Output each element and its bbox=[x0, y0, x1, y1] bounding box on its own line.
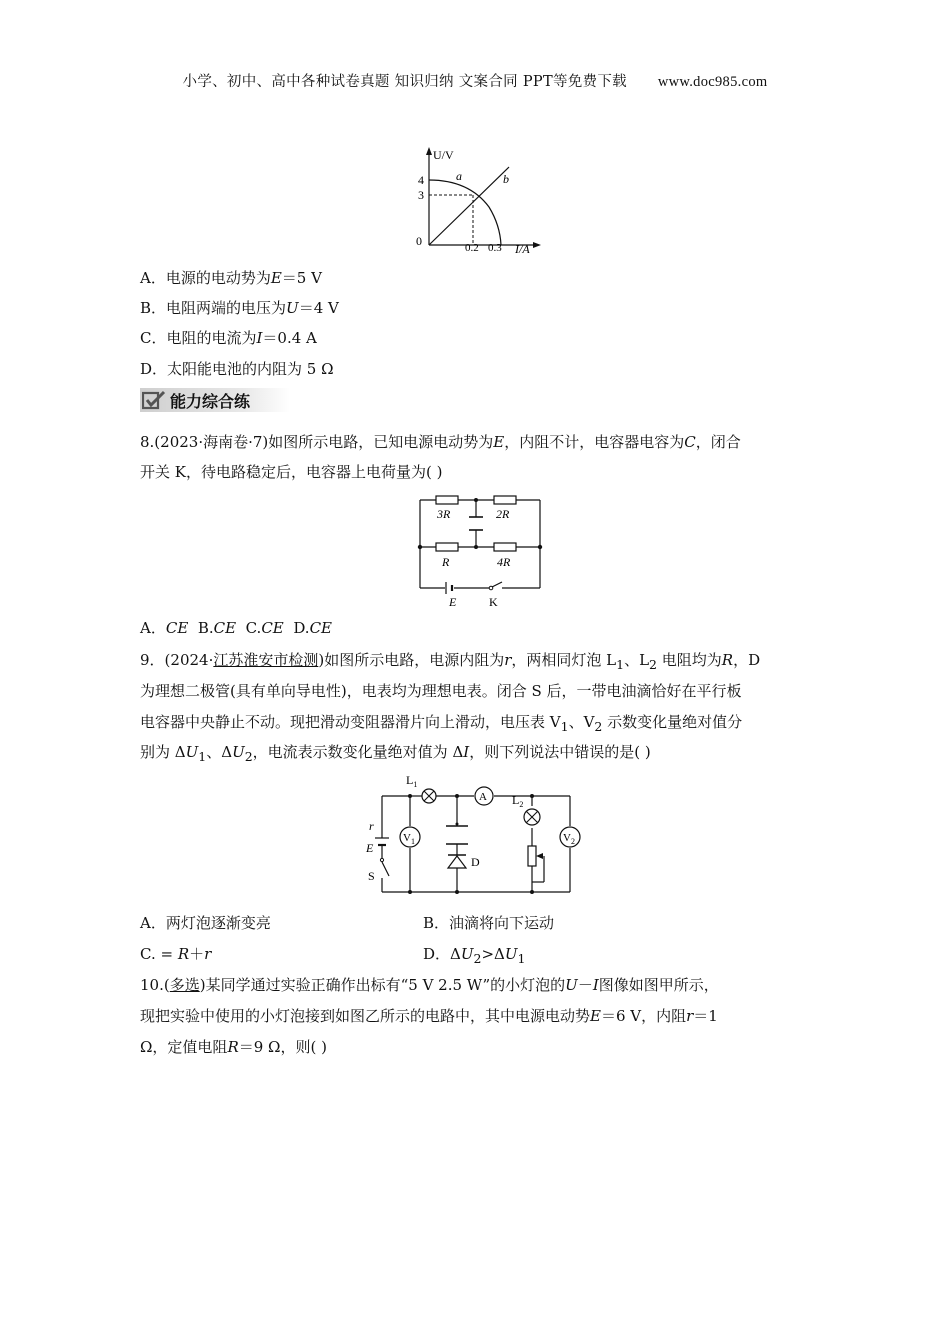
q9-opt-c-pre: C. = bbox=[140, 945, 178, 963]
q7-option-d-text: D．太阳能电池的内阻为 5 Ω bbox=[140, 360, 334, 378]
q9-t2: 为理想二极管(具有单向导电性)，电表均为理想电表。闭合 S 后，一带电油滴恰好在平行板 bbox=[140, 682, 742, 700]
q8-opt-a-label: A． bbox=[140, 619, 166, 637]
q9-opt-d-s1: 1 bbox=[517, 951, 526, 966]
q9-t4a: 别为 Δ bbox=[140, 743, 186, 761]
q9-t4s2: 2 bbox=[244, 749, 253, 764]
junction-4 bbox=[455, 890, 459, 894]
l2-label: $L_2$ bbox=[512, 793, 524, 809]
q8-var-e: E bbox=[493, 433, 505, 451]
header-text: 小学、初中、高中各种试卷真题 知识归纳 文案合同 PPT等免费下载 bbox=[182, 74, 627, 90]
ammeter-label: A bbox=[479, 791, 487, 803]
q7-option-c-value: ＝0.4 A bbox=[262, 329, 317, 347]
q8-text-line2: 开关 K，待电路稳定后，电容器上电荷量为( ) bbox=[140, 463, 443, 481]
y-tick-3: 3 bbox=[418, 188, 424, 202]
line-b bbox=[429, 167, 509, 245]
q8-text-b: ，内阻不计，电容器电容为 bbox=[504, 433, 685, 451]
q9-sub2: 2 bbox=[649, 657, 657, 672]
q10-t1c: 图像如图甲所示， bbox=[598, 976, 719, 994]
q9-source: 江苏淮安市检测 bbox=[213, 651, 319, 669]
q8-opt-c: CE bbox=[261, 619, 284, 637]
q10-t1a: 10.( bbox=[140, 976, 170, 994]
header-site-link[interactable]: www.doc985.com bbox=[657, 74, 768, 90]
q9-t1b: )如图所示电路，电源内阻为 bbox=[318, 651, 505, 669]
junction-1 bbox=[408, 794, 412, 798]
l1-label: $L_1$ bbox=[406, 773, 418, 789]
q10-minus: － bbox=[577, 976, 593, 994]
q9-opt-a-text: A．两灯泡逐渐变亮 bbox=[140, 914, 271, 932]
q8-opt-c-label: C. bbox=[245, 619, 262, 637]
q9-option-b bbox=[423, 913, 554, 933]
q9-t1e: 电阻均为 bbox=[657, 651, 722, 669]
label-r: R bbox=[442, 555, 450, 569]
q7-option-c-var: I bbox=[256, 329, 263, 347]
q7-option-a-value: ＝5 V bbox=[281, 269, 322, 287]
s-label: S bbox=[368, 869, 375, 883]
q9-opt-b-text: B．油滴将向下运动 bbox=[423, 914, 555, 932]
q9-t4b: 、Δ bbox=[206, 743, 233, 761]
q10-t3a: Ω，定值电阻 bbox=[140, 1038, 228, 1056]
rheostat-slider-arrow bbox=[536, 853, 543, 859]
switch-lever bbox=[492, 582, 502, 587]
q10-t2b: ＝6 V，内阻 bbox=[600, 1007, 687, 1025]
junction-top bbox=[474, 498, 478, 502]
label-e: E bbox=[449, 595, 457, 609]
resistor-4r bbox=[494, 543, 516, 551]
e-label: E bbox=[366, 841, 374, 855]
q9-sub1: 1 bbox=[616, 657, 625, 672]
q9-t3c: 示数变化量绝对值分 bbox=[602, 713, 743, 731]
q9-t4u2: U bbox=[232, 743, 245, 761]
q7-option-b bbox=[140, 298, 339, 318]
q9-t1d: 、L bbox=[624, 651, 650, 669]
label-3r: 3R bbox=[437, 507, 451, 521]
q9-opt-d-pre: D．Δ bbox=[423, 945, 461, 963]
q10-t1b: )某同学通过实验正确作出标有“5 V 2.5 W”的小灯泡的 bbox=[199, 976, 566, 994]
y-tick-4: 4 bbox=[418, 173, 424, 187]
rheostat bbox=[528, 846, 536, 866]
q10-line-2 bbox=[140, 1006, 718, 1026]
q9-opt-c-plus: ＋ bbox=[189, 945, 205, 963]
resistor-3r bbox=[436, 496, 458, 504]
q10-var-e: E bbox=[590, 1007, 601, 1025]
curve-a-label: a bbox=[456, 169, 462, 183]
q9-t3a: 电容器中央静止不动。现把滑动变阻器滑片向上滑动，电压表 V bbox=[140, 713, 561, 731]
q8-opt-d-label: D. bbox=[293, 619, 310, 637]
q9-option-d bbox=[423, 944, 525, 969]
q10-t3b: ＝9 Ω，则( ) bbox=[238, 1038, 327, 1056]
q9-opt-d-s2: 2 bbox=[473, 951, 482, 966]
q9-line-3 bbox=[140, 712, 742, 737]
q9-opt-c-r: r bbox=[204, 945, 212, 963]
q9-var-r: r bbox=[504, 651, 512, 669]
junction-right bbox=[538, 545, 542, 549]
q7-option-c bbox=[140, 328, 317, 348]
q10-t2c: ＝1 bbox=[693, 1007, 718, 1025]
junction-2 bbox=[408, 890, 412, 894]
q8-options bbox=[140, 618, 332, 638]
q10-var-i: I bbox=[592, 976, 599, 994]
q10-var-R: R bbox=[227, 1038, 239, 1056]
q9-t1c: ，两相同灯泡 L bbox=[511, 651, 617, 669]
q8-text-a: 8.(2023·海南卷·7)如图所示电路，已知电源电动势为 bbox=[140, 433, 494, 451]
q10-line-1 bbox=[140, 975, 719, 995]
q9-line-2 bbox=[140, 681, 742, 701]
junction-left bbox=[418, 545, 422, 549]
resistor-r bbox=[436, 543, 458, 551]
q9-option-a bbox=[140, 913, 271, 933]
switch-contact bbox=[380, 858, 383, 861]
q9-t4u1: U bbox=[185, 743, 199, 761]
label-4r: 4R bbox=[497, 555, 511, 569]
resistor-2r bbox=[494, 496, 516, 504]
label-k: K bbox=[489, 595, 498, 609]
q9-var-R: R bbox=[721, 651, 734, 669]
junction-mid bbox=[474, 545, 478, 549]
q8-var-c: C bbox=[684, 433, 696, 451]
section-title: 能力综合练 bbox=[170, 392, 251, 411]
q8-text-c: ，闭合 bbox=[695, 433, 741, 451]
q9-t1f: ，D bbox=[733, 651, 761, 669]
q7-option-a-var: E bbox=[270, 269, 282, 287]
q8-opt-a: CE bbox=[165, 619, 189, 637]
curve-b-label: b bbox=[503, 172, 509, 186]
junction-6 bbox=[530, 890, 534, 894]
v1-label: $V_1$ bbox=[403, 832, 415, 846]
q8-circuit-diagram bbox=[410, 490, 550, 610]
q9-t4i: I bbox=[463, 743, 470, 761]
q8-line-1 bbox=[140, 432, 741, 452]
q10-var-u: U bbox=[565, 976, 578, 994]
section-header bbox=[140, 388, 270, 412]
q8-line-2 bbox=[140, 462, 442, 482]
x-axis-arrow bbox=[533, 242, 541, 248]
q9-t3s1: 1 bbox=[560, 719, 569, 734]
q7-option-b-text: B．电阻两端的电压为 bbox=[140, 299, 287, 317]
q9-line-1 bbox=[140, 650, 760, 675]
q8-opt-b-label: B. bbox=[197, 619, 214, 637]
q8-opt-d: CE bbox=[309, 619, 333, 637]
origin-label: 0 bbox=[416, 234, 422, 248]
checkbox-icon bbox=[142, 390, 166, 410]
q10-t2a: 现把实验中使用的小灯泡接到如图乙所示的电路中，其中电源电动势 bbox=[140, 1007, 591, 1025]
q7-option-b-var: U bbox=[286, 299, 299, 317]
q9-t3s2: 2 bbox=[594, 719, 603, 734]
v2-label: $V_2$ bbox=[563, 832, 575, 846]
q9-t4d: ，则下列说法中错误的是( ) bbox=[469, 743, 651, 761]
q10-var-r: r bbox=[686, 1007, 694, 1025]
q7-option-c-text: C．电阻的电流为 bbox=[140, 329, 257, 347]
junction-3 bbox=[455, 794, 459, 798]
x-tick-0.3: 0.3 bbox=[488, 242, 502, 254]
r-label: r bbox=[369, 819, 374, 833]
q9-t1a: 9．(2024· bbox=[140, 651, 214, 669]
y-axis-arrow bbox=[426, 147, 432, 155]
diode-triangle bbox=[448, 856, 466, 868]
oil-drop bbox=[456, 823, 459, 826]
q9-opt-c-R: R bbox=[177, 945, 190, 963]
junction-5 bbox=[530, 794, 534, 798]
x-axis-label: I/A bbox=[515, 242, 530, 256]
q9-opt-d-u2: U bbox=[460, 945, 474, 963]
label-2r: 2R bbox=[496, 507, 510, 521]
q7-option-a-text: A．电源的电动势为 bbox=[140, 269, 271, 287]
page-header bbox=[0, 70, 950, 91]
q9-t4s1: 1 bbox=[198, 749, 207, 764]
switch-lever bbox=[382, 862, 389, 876]
q9-t4c: ，电流表示数变化量绝对值为 Δ bbox=[252, 743, 464, 761]
diode-label: D bbox=[471, 855, 480, 869]
q9-opt-d-mid: >Δ bbox=[481, 945, 505, 963]
ui-graph bbox=[405, 145, 545, 257]
q9-t3b: 、V bbox=[568, 713, 595, 731]
q7-option-a bbox=[140, 268, 322, 288]
q10-multi: 多选 bbox=[169, 976, 200, 994]
q9-line-4 bbox=[140, 742, 651, 767]
q9-option-c bbox=[140, 944, 211, 964]
q7-option-b-value: ＝4 V bbox=[298, 299, 339, 317]
q10-line-3 bbox=[140, 1037, 327, 1057]
x-tick-0.2: 0.2 bbox=[465, 242, 479, 254]
q9-opt-d-u1: U bbox=[504, 945, 518, 963]
q7-option-d bbox=[140, 359, 334, 379]
q8-opt-b: CE bbox=[213, 619, 237, 637]
y-axis-label: U/V bbox=[433, 148, 454, 162]
q9-circuit-diagram bbox=[362, 768, 584, 900]
